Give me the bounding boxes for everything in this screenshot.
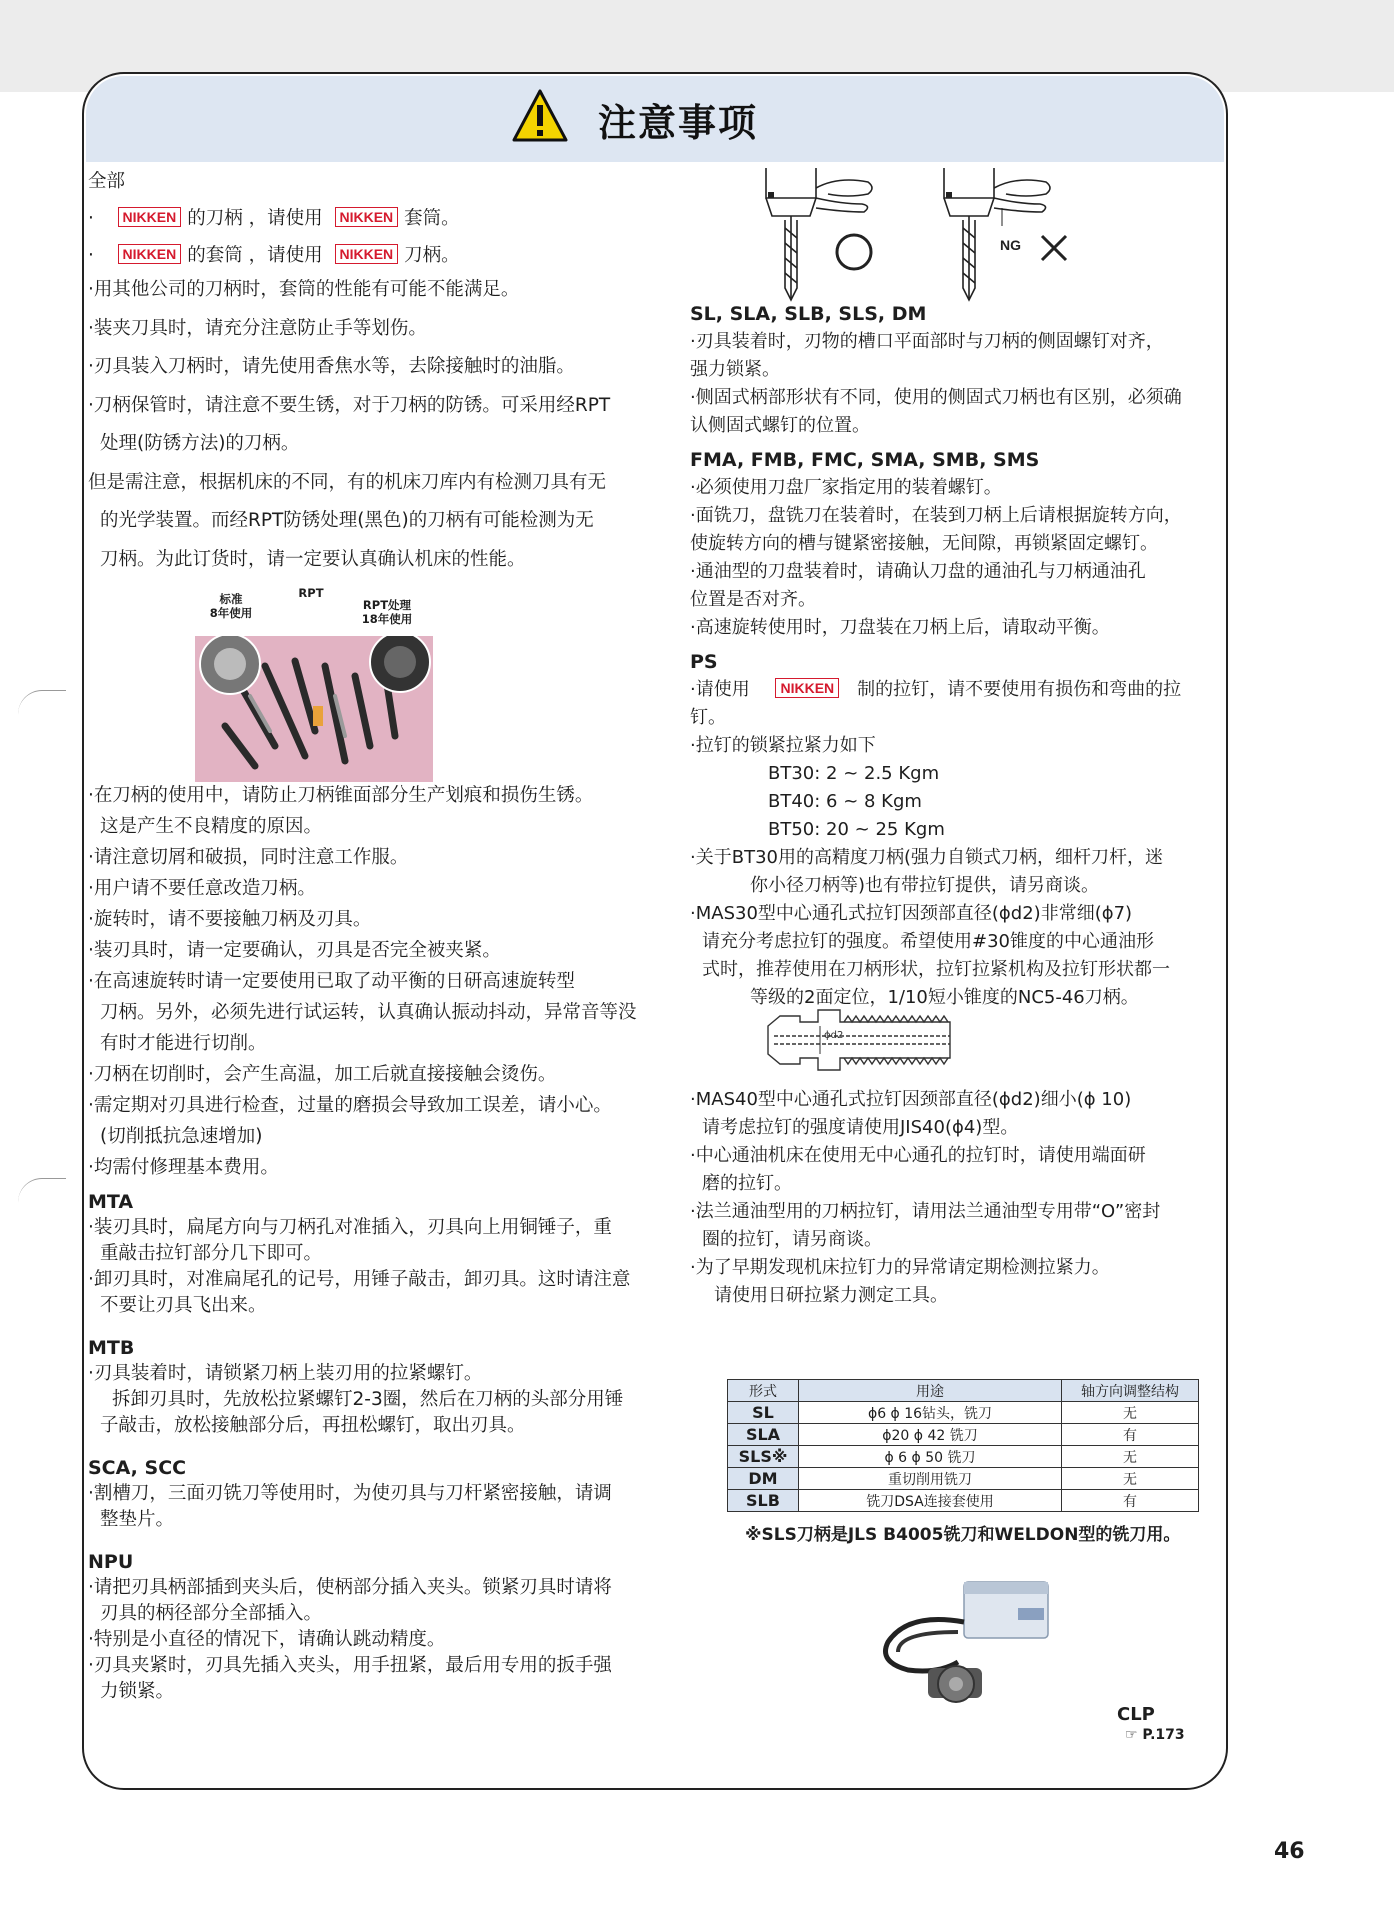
photo-label-standard (196, 592, 266, 620)
photo-label-rpt-treated (352, 598, 422, 626)
fma-line: ·必须使用刀盘厂家指定用的装着螺钉。 (690, 477, 1002, 498)
nikken-logo: NIKKEN (118, 244, 182, 264)
cell-use: ϕ 6 ϕ 50 铣刀 (799, 1446, 1062, 1468)
pull-stud-drawing (760, 1006, 954, 1074)
clp-tool-photo (868, 1562, 1078, 1718)
npu-line: 力锁紧。 (100, 1681, 175, 1702)
general-item: 处理(防锈方法)的刀柄。 (100, 433, 300, 454)
ps-force-title: ·拉钉的锁紧拉紧力如下 (690, 735, 876, 756)
mas40-line: ·法兰通油型用的刀柄拉钉，请用法兰通油型专用带“O”密封 (690, 1201, 1161, 1222)
bt30-line: 你小径刀柄等)也有带拉钉提供，请另商谈。 (750, 875, 1100, 896)
npu-line: ·刃具夹紧时，刃具先插入夹头，用手扭紧，最后用专用的扳手强 (88, 1655, 612, 1676)
label-line: 18年使用 (361, 612, 413, 626)
cell-form: DM (728, 1468, 799, 1490)
warning-icon (512, 88, 568, 144)
sca-line: ·割槽刀，三面刃铣刀等使用时，为使刃具与刀杆紧密接触，请调 (88, 1483, 612, 1504)
fma-line: ·面铣刀，盘铣刀在装着时，在装到刀柄上后请根据旋转方向， (690, 505, 1182, 526)
npu-line: ·请把刃具柄部插到夹头后，使柄部分插入夹头。锁紧刃具时请将 (88, 1577, 612, 1598)
sl-line: 强力锁紧。 (690, 359, 780, 380)
header-cell: 用途 (799, 1380, 1062, 1402)
cell-form: SLA (728, 1424, 799, 1446)
usage-item: ·刀柄在切削时，会产生高温，加工后就直接接触会烫伤。 (88, 1064, 557, 1085)
header-cell: 形式 (728, 1380, 799, 1402)
mta-line: 重敲击拉钉部分几下即可。 (100, 1243, 323, 1264)
general-item: ·刃具装入刀柄时，请先使用香焦水等，去除接触时的油脂。 (88, 356, 575, 377)
drill-installation-figure (758, 168, 1074, 304)
mas40-line: ·MAS40型中心通孔式拉钉因颈部直径(ϕd2)细小(ϕ 10) (690, 1089, 1132, 1110)
table-row (728, 1446, 1199, 1468)
bt30-line: ·关于BT30用的高精度刀柄(强力自锁式刀柄，细杆刀杆，迷 (690, 847, 1163, 868)
cell-adjust: 无 (1062, 1446, 1199, 1468)
fma-line: ·通油型的刀盘装着时，请确认刀盘的通油孔与刀柄通油孔 (690, 561, 1146, 582)
mas40-line: 圈的拉钉，请另商谈。 (702, 1229, 882, 1250)
section-heading-npu: NPU (88, 1551, 134, 1573)
line-text: ·请使用 (690, 679, 750, 700)
mas30-line: 请充分考虑拉钉的强度。希望使用#30锥度的中心通油形 (702, 931, 1154, 952)
general-item: ·刀柄保管时，请注意不要生锈，对于刀柄的防锈。可采用经RPT (88, 394, 611, 416)
nikken-logo: NIKKEN (335, 207, 399, 227)
table-footnote: ※SLS刀柄是JLS B4005铣刀和WELDON型的铣刀用。 (745, 1525, 1181, 1545)
ps-line (690, 676, 1230, 704)
usage-item: (切削抵抗急速增加) (100, 1126, 263, 1147)
sca-line: 整垫片。 (100, 1509, 175, 1530)
nikken-logo: NIKKEN (775, 678, 839, 698)
fma-line: ·高速旋转使用时，刀盘装在刀柄上后，请取动平衡。 (690, 617, 1110, 638)
force-bt30: BT30: 2 ~ 2.5 Kgm (768, 763, 940, 784)
sl-line: ·刃具装着时，刃物的槽口平面部时与刀柄的侧固螺钉对齐， (690, 331, 1164, 352)
cell-use: 重切削用铣刀 (799, 1468, 1062, 1490)
page-number: 46 (1274, 1839, 1305, 1864)
cell-use: ϕ6 ϕ 16钻头，铣刀 (799, 1402, 1062, 1424)
bullet: · (88, 208, 94, 229)
section-heading-ps: PS (690, 651, 718, 673)
cell-adjust: 无 (1062, 1468, 1199, 1490)
line-text: 的刀柄 ，请使用 (187, 208, 323, 229)
photo-label-rpt: RPT (298, 586, 324, 600)
label-line: 8年使用 (209, 606, 253, 620)
mas40-line: ·为了早期发现机床拉钉力的异常请定期检测拉紧力。 (690, 1257, 1110, 1278)
usage-item: 这是产生不良精度的原因。 (100, 816, 323, 837)
rpt-toolholder-photo (195, 636, 433, 782)
usage-item: ·需定期对刃具进行检查，过量的磨损会导致加工误差，请小心。 (88, 1095, 612, 1116)
table-header-row (728, 1380, 1199, 1402)
clp-label: CLP (1117, 1704, 1155, 1725)
cell-adjust: 有 (1062, 1490, 1199, 1512)
page-reference-link[interactable]: ☞ P.173 (1125, 1727, 1185, 1743)
cell-form: SLB (728, 1490, 799, 1512)
line-text: 的套筒 ，请使用 (187, 245, 323, 266)
section-heading-mtb: MTB (88, 1337, 135, 1359)
fma-line: 位置是否对齐。 (690, 589, 816, 610)
sl-line: ·侧固式柄部形状有不同，使用的侧固式刀柄也有区别，必须确 (690, 387, 1182, 408)
usage-item: ·旋转时，请不要接触刀柄及刃具。 (88, 909, 372, 930)
usage-item: 有时才能进行切削。 (100, 1033, 267, 1054)
sl-line: 认侧固式螺钉的位置。 (690, 415, 870, 436)
general-item: 但是需注意，根据机床的不同，有的机床刀库内有检测刀具有无 (88, 471, 607, 493)
table-row (728, 1490, 1199, 1512)
cell-form: SL (728, 1402, 799, 1424)
usage-item: ·装刃具时，请一定要确认，刃具是否完全被夹紧。 (88, 940, 501, 961)
cell-use: ϕ20 ϕ 42 铣刀 (799, 1424, 1062, 1446)
cell-use: 铣刀DSA连接套使用 (799, 1490, 1062, 1512)
right-column (690, 294, 1230, 1012)
general-item: ·装夹刀具时，请充分注意防止手等划伤。 (88, 317, 427, 339)
section-heading-mta: MTA (88, 1191, 134, 1213)
mas30-line: 等级的2面定位，1/10短小锥度的NC5-46刀柄。 (750, 987, 1139, 1008)
page-title: 注意事项 (598, 101, 759, 145)
d2-label: ϕd2 (824, 1030, 844, 1041)
mta-line: 不要让刃具飞出来。 (100, 1295, 267, 1316)
usage-item: 刀柄。另外，必须先进行试运转，认真确认振动抖动，异常音等没 (100, 1002, 637, 1023)
mas40-line: 请使用日研拉紧力测定工具。 (714, 1285, 948, 1306)
mas30-line: ·MAS30型中心通孔式拉钉因颈部直径(ϕd2)非常细(ϕ7) (690, 903, 1133, 924)
general-item: ·用其他公司的刀柄时，套筒的性能有可能不能满足。 (88, 279, 520, 300)
nikken-line (88, 240, 668, 271)
usage-item: ·在高速旋转时请一定要使用已取了动平衡的日研高速旋转型 (88, 971, 575, 992)
ng-label: NG (1000, 237, 1021, 253)
cell-form: SLS※ (728, 1446, 799, 1468)
margin-mark (18, 690, 66, 739)
fma-line: 使旋转方向的槽与键紧密接触，无间隙，再锁紧固定螺钉。 (690, 533, 1158, 554)
line-text: 套筒。 (404, 208, 460, 229)
force-bt40: BT40: 6 ~ 8 Kgm (768, 791, 922, 812)
npu-line: ·特别是小直径的情况下，请确认跳动精度。 (88, 1629, 446, 1650)
mtb-line: ·刃具装着时，请锁紧刀柄上装刃用的拉紧螺钉。 (88, 1363, 483, 1384)
nikken-line (88, 203, 668, 234)
label-line: RPT处理 (362, 598, 412, 612)
mtb-line: 拆卸刃具时，先放松拉紧螺钉2-3圈，然后在刀柄的头部分用锤 (112, 1389, 624, 1410)
table-row (728, 1402, 1199, 1424)
ps-line: 钉。 (690, 707, 726, 728)
table-row (728, 1468, 1199, 1490)
right-mas40 (690, 1086, 1230, 1310)
line-text: 制的拉钉，请不要使用有损伤和弯曲的拉 (857, 679, 1182, 700)
mtb-line: 子敲击，放松接触部分后，再扭松螺钉，取出刃具。 (100, 1415, 526, 1436)
section-heading-general: 全部 (88, 171, 126, 192)
line-text: 刀柄。 (404, 245, 460, 266)
left-usage (88, 780, 668, 1705)
cell-adjust: 无 (1062, 1402, 1199, 1424)
mas40-line: 磨的拉钉。 (702, 1173, 792, 1194)
general-item: 刀柄。为此订货时，请一定要认真确认机床的性能。 (100, 548, 526, 570)
usage-item: ·在刀柄的使用中，请防止刀柄锥面部分生产划痕和损伤生锈。 (88, 785, 594, 806)
nikken-logo: NIKKEN (118, 207, 182, 227)
left-column (88, 166, 668, 579)
section-heading-sca: SCA, SCC (88, 1457, 187, 1479)
mas40-line: ·中心通油机床在使用无中心通孔的拉钉时，请使用端面研 (690, 1145, 1146, 1166)
label-line: 标准 (219, 592, 243, 606)
usage-item: ·用户请不要任意改造刀柄。 (88, 878, 316, 899)
section-heading-fma: FMA, FMB, FMC, SMA, SMB, SMS (690, 449, 1040, 471)
mas40-line: 请考虑拉钉的强度请使用JIS40(ϕ4)型。 (702, 1117, 1019, 1138)
header-cell: 轴方向调整结构 (1062, 1380, 1199, 1402)
cell-adjust: 有 (1062, 1424, 1199, 1446)
nikken-logo: NIKKEN (335, 244, 399, 264)
mas30-line: 式时，推荐使用在刀柄形状，拉钉拉紧机构及拉钉形状都一 (702, 959, 1170, 980)
table-row (728, 1424, 1199, 1446)
mta-line: ·装刃具时，扁尾方向与刀柄孔对准插入，刃具向上用铜锤子，重 (88, 1217, 612, 1238)
usage-item: ·均需付修理基本费用。 (88, 1157, 279, 1178)
bullet: · (88, 245, 94, 266)
npu-line: 刃具的柄径部分全部插入。 (100, 1603, 323, 1624)
mta-line: ·卸刃具时，对准扁尾孔的记号，用锤子敲击，卸刃具。这时请注意 (88, 1269, 631, 1290)
margin-mark (18, 1178, 66, 1227)
usage-item: ·请注意切屑和破损，同时注意工作服。 (88, 847, 409, 868)
section-heading-sl: SL, SLA, SLB, SLS, DM (690, 303, 927, 325)
general-item: 的光学装置。而经RPT防锈处理(黑色)的刀柄有可能检测为无 (100, 510, 594, 531)
shank-type-table (727, 1379, 1199, 1512)
force-bt50: BT50: 20 ~ 25 Kgm (768, 819, 945, 840)
